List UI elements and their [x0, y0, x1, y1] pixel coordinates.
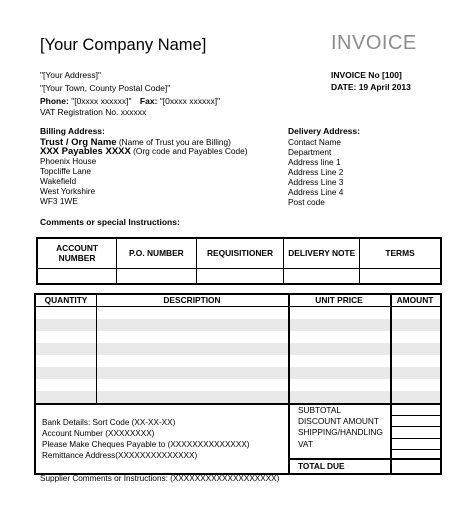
invoice-date: DATE: 19 April 2013 — [331, 82, 411, 92]
amount-header: AMOUNT — [396, 295, 434, 305]
fax-value: "[0xxxx xxxxxx]" — [159, 96, 221, 106]
delivery-line: Department — [288, 147, 332, 157]
column-divider — [390, 295, 392, 473]
row-stripe — [36, 343, 288, 355]
totals-divider — [390, 426, 440, 427]
vat-label: VAT — [298, 439, 313, 449]
totals-divider — [390, 449, 440, 450]
delivery-line: Address Line 3 — [288, 177, 344, 187]
billing-address-heading: Billing Address: — [40, 126, 105, 136]
invoice-title: INVOICE — [331, 32, 417, 54]
company-name: [Your Company Name] — [40, 36, 207, 54]
sender-address-line2: "[Your Town, County Postal Code]" — [40, 83, 171, 93]
billing-org-note: (Name of Trust you are Billing) — [116, 137, 231, 147]
billing-line: Wakefield — [40, 176, 77, 186]
row-stripe — [36, 367, 288, 379]
unit-price-header: UNIT PRICE — [315, 295, 363, 305]
delivery-line: Address Line 2 — [288, 167, 344, 177]
billing-payables-note: (Org code and Payables Code) — [130, 146, 248, 156]
row-stripe — [36, 319, 288, 331]
description-header: DESCRIPTION — [163, 295, 221, 305]
order-info-row — [37, 268, 441, 284]
billing-line: West Yorkshire — [40, 186, 96, 196]
delivery-line: Address Line 4 — [288, 187, 344, 197]
phone-value: "[0xxxx xxxxxx]" — [71, 96, 132, 106]
account-number-header: ACCOUNT NUMBER — [37, 238, 117, 268]
billing-line: WF3 1WE — [40, 196, 78, 206]
delivery-note-cell[interactable] — [284, 268, 360, 284]
cheques-payable: Please Make Cheques Payable to (XXXXXXXXXXXXXX) — [42, 440, 250, 449]
row-stripe — [288, 391, 440, 403]
account-number-cell[interactable] — [37, 268, 117, 284]
row-stripe — [288, 343, 440, 355]
terms-header: TERMS — [360, 238, 441, 268]
billing-line: Phoenix House — [40, 156, 97, 166]
subtotal-label: SUBTOTAL — [298, 405, 342, 415]
bank-sort-code: Bank Details: Sort Code (XX-XX-XX) — [42, 418, 176, 427]
supplier-comments: Supplier Comments or Instructions: (XXXXXXXXXXXXXXXXXXX) — [40, 474, 280, 483]
order-info-table — [36, 237, 442, 285]
requisitioner-cell[interactable] — [196, 268, 284, 284]
row-stripe — [288, 367, 440, 379]
po-number-header: P.O. NUMBER — [117, 238, 197, 268]
discount-label: DISCOUNT AMOUNT — [298, 416, 379, 426]
row-stripe — [288, 319, 440, 331]
phone-fax-line — [40, 96, 220, 107]
phone-label: Phone: — [40, 96, 69, 106]
total-due-divider — [288, 458, 440, 460]
delivery-note-header: DELIVERY NOTE — [284, 238, 360, 268]
shipping-label: SHIPPING/HANDLING — [298, 427, 383, 437]
order-info-header-row — [37, 238, 441, 268]
billing-payables-code: XXX Payables XXXX — [40, 146, 131, 157]
sender-address-line1: "[Your Address]" — [40, 70, 102, 80]
quantity-header: QUANTITY — [44, 295, 88, 305]
po-number-cell[interactable] — [117, 268, 197, 284]
comments-label: Comments or special Instructions: — [40, 217, 180, 227]
requisitioner-header: REQUISITIONER — [196, 238, 284, 268]
invoice-number: INVOICE No [100] — [331, 70, 402, 80]
remittance-address: Remittance Address(XXXXXXXXXXXXXX) — [42, 451, 198, 460]
total-due-label: TOTAL DUE — [298, 461, 345, 471]
line-items-table — [34, 293, 442, 475]
fax-label: Fax: — [139, 96, 158, 106]
column-divider — [288, 295, 290, 473]
delivery-address-heading: Delivery Address: — [288, 126, 360, 136]
billing-org-name: Trust / Org Name — [40, 137, 117, 148]
billing-line: Topcliffe Lane — [40, 166, 92, 176]
totals-divider — [390, 415, 440, 416]
delivery-line: Contact Name — [288, 137, 342, 147]
row-stripe — [36, 391, 288, 403]
totals-divider — [390, 438, 440, 439]
delivery-line: Post code — [288, 197, 325, 207]
bank-account-number: Account Number (XXXXXXXX) — [42, 429, 155, 438]
vat-registration: VAT Registration No. xxxxxx — [40, 107, 147, 117]
delivery-line: Address line 1 — [288, 157, 341, 167]
items-footer-divider — [36, 403, 440, 405]
column-divider — [96, 295, 97, 403]
terms-cell[interactable] — [360, 268, 441, 284]
